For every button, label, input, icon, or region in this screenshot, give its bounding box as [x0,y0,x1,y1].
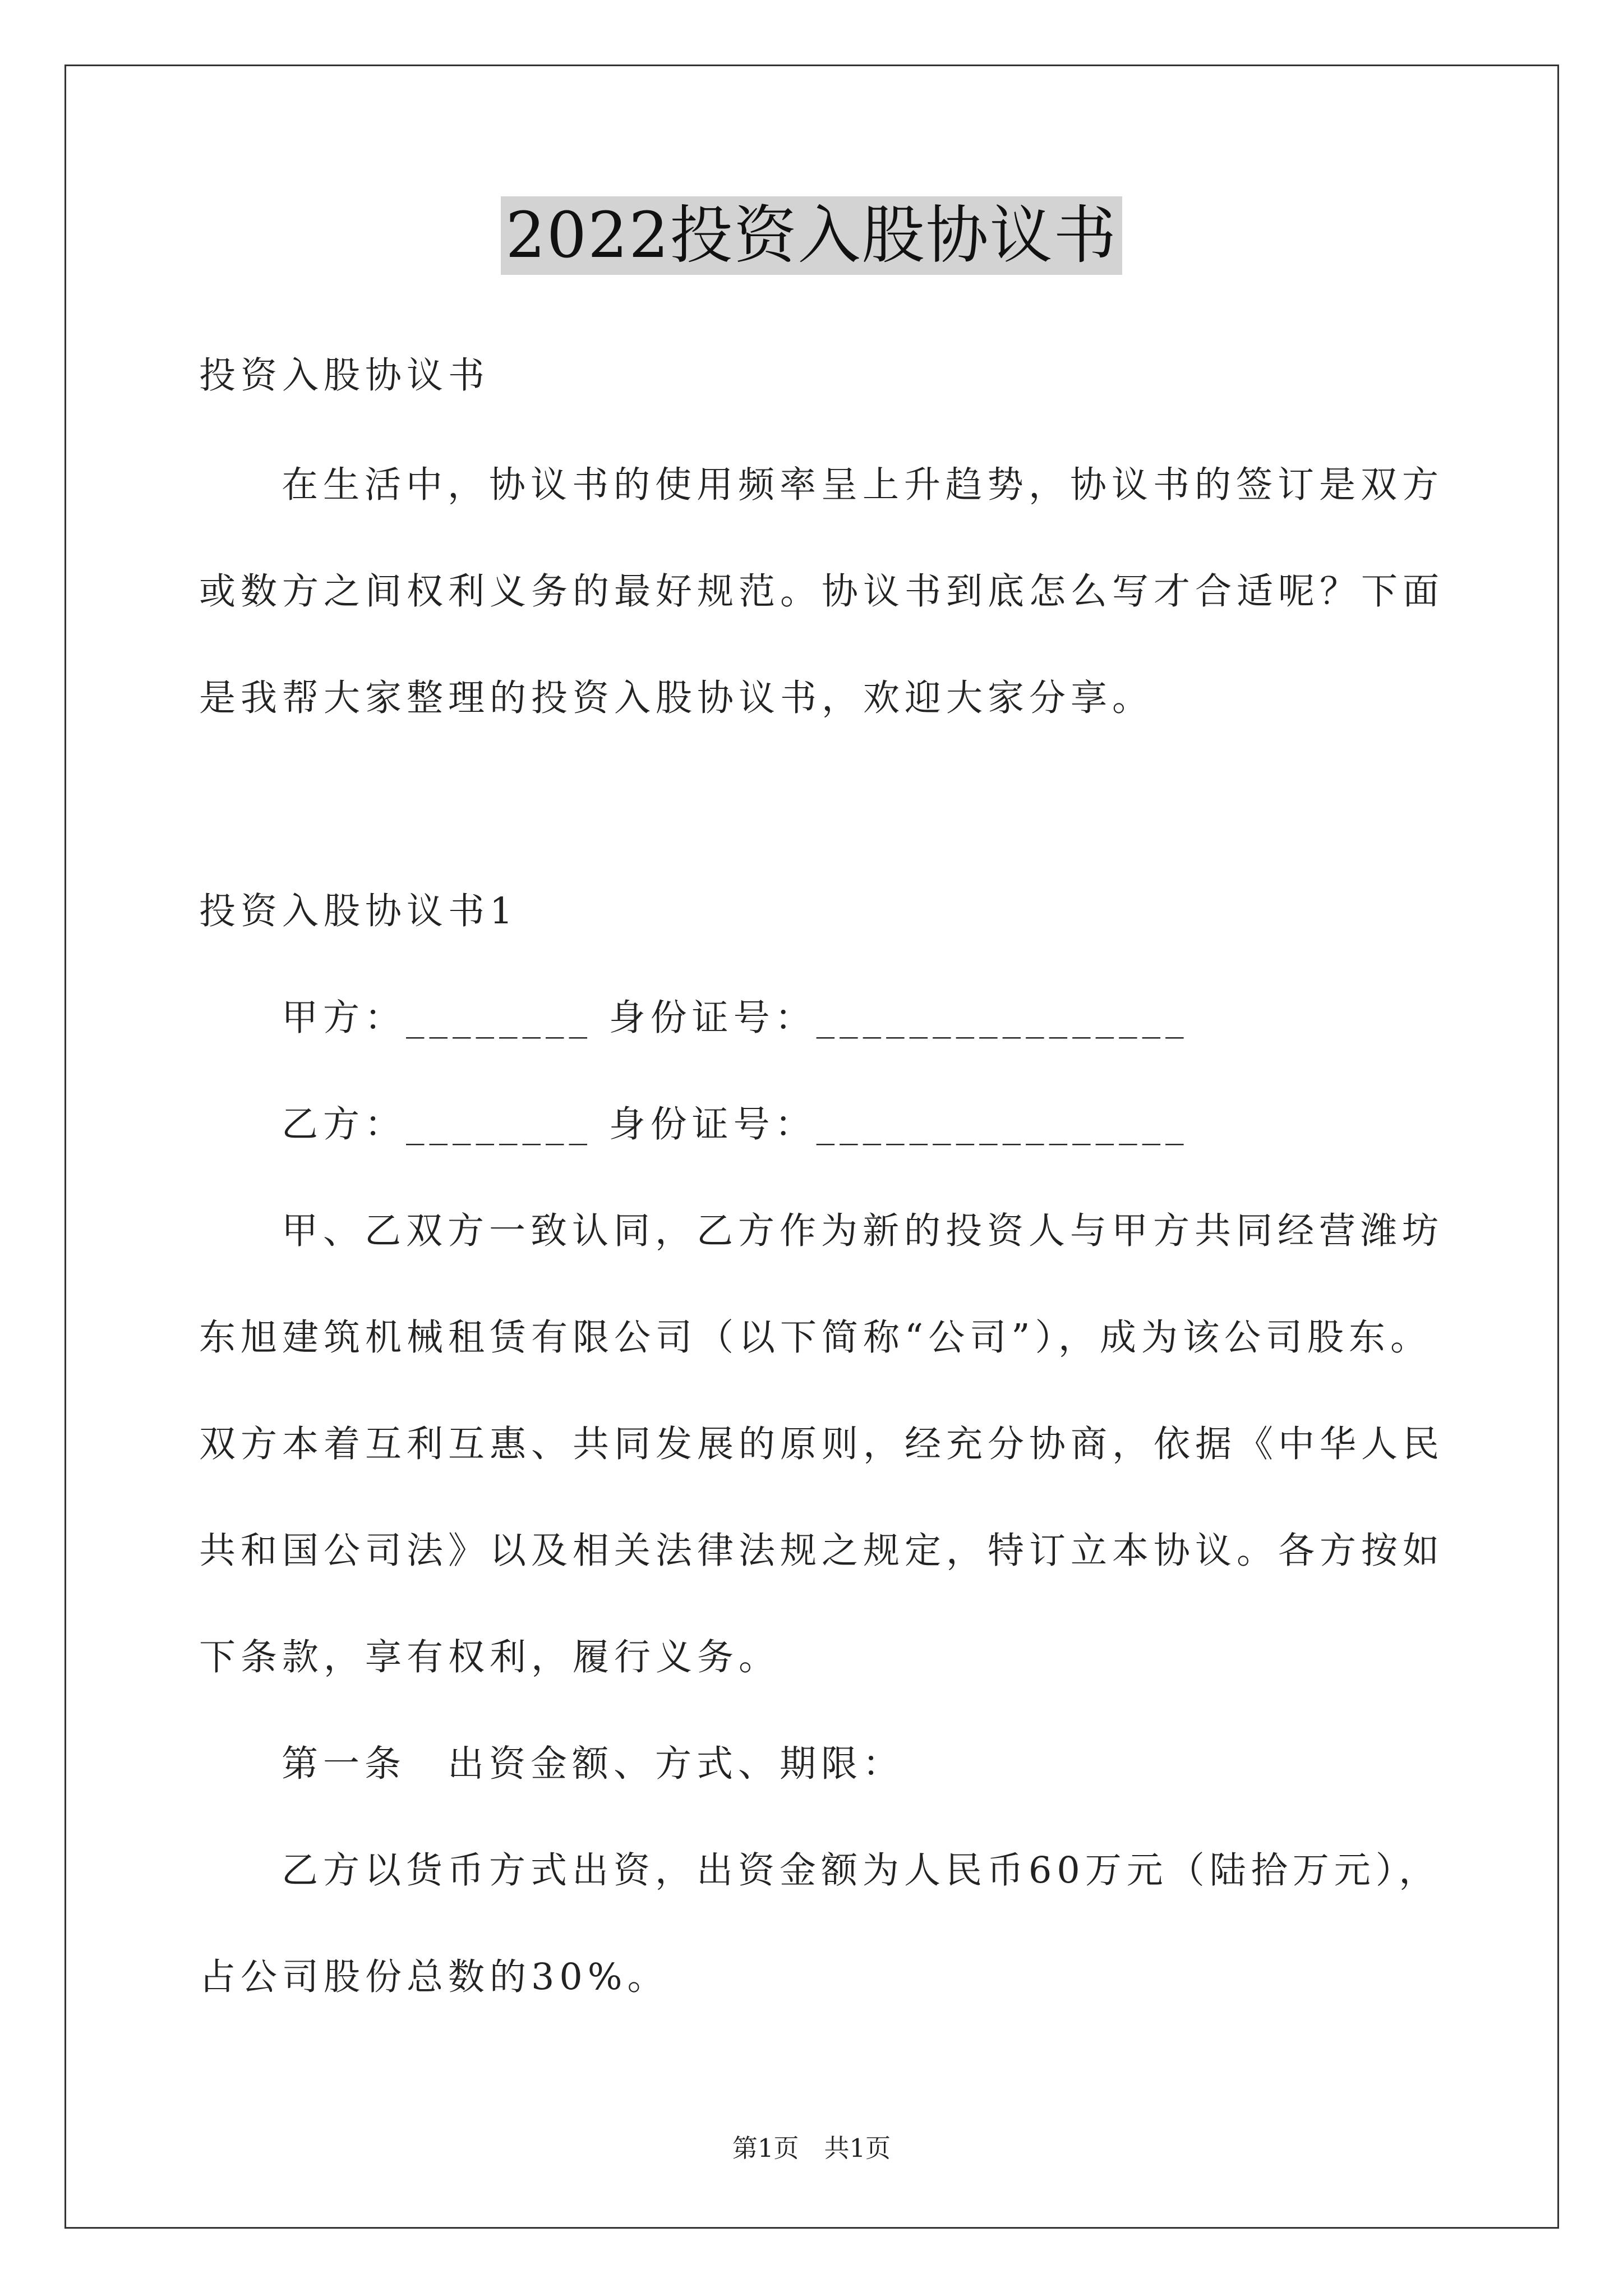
paragraph-line: 乙方以货币方式出资，出资金额为人民币60万元（陆拾万元）， [282,1849,1441,1892]
paragraph-line: 或数方之间权利义务的最好规范。协议书到底怎么写才合适呢？下面 [199,570,1445,613]
paragraph-line: 甲、乙双方一致认同，乙方作为新的投资人与甲方共同经营潍坊 [282,1210,1444,1252]
section-heading: 投资入股协议书1 [199,890,518,932]
document-title-block [0,196,1623,275]
paragraph-line: 双方本着互利互惠、共同发展的原则，经充分协商，依据《中华人民 [199,1423,1445,1465]
paragraph-line: 占公司股份总数的30%。 [199,1956,669,1998]
section-heading: 投资入股协议书 [199,355,490,397]
article-heading: 第一条 出资金额、方式、期限： [282,1743,905,1785]
paragraph-line: 共和国公司法》以及相关法律法规之规定，特订立本协议。各方按如 [199,1530,1445,1572]
page-number-footer: 第1页 共1页 [732,2133,891,2163]
party-a-line: 甲方：________ 身份证号：________________ [282,997,1189,1039]
paragraph-line: 东旭建筑机械租赁有限公司（以下简称“公司”），成为该公司股东。 [199,1317,1432,1359]
document-title: 2022投资入股协议书 [501,196,1122,275]
paragraph-line: 是我帮大家整理的投资入股协议书，欢迎大家分享。 [199,677,1154,719]
paragraph-line: 在生活中，协议书的使用频率呈上升趋势，协议书的签订是双方 [282,464,1444,506]
party-b-line: 乙方：________ 身份证号：________________ [282,1103,1189,1145]
paragraph-line: 下条款，享有权利，履行义务。 [199,1636,781,1678]
